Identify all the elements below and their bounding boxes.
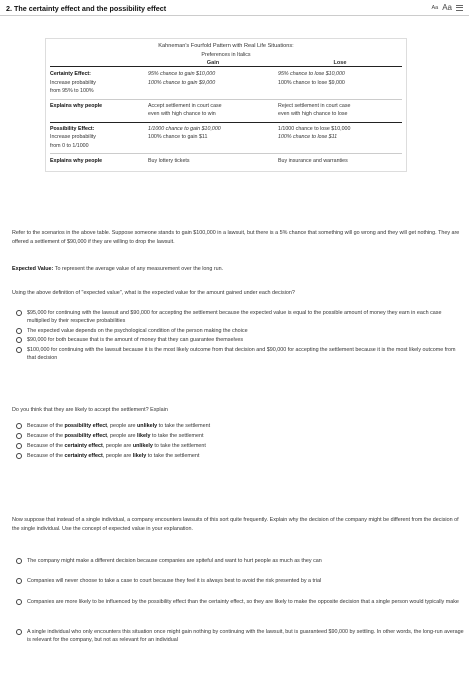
table-row	[50, 100, 402, 122]
header-divider	[0, 15, 469, 16]
table-caption: Kahneman's Fourfold Pattern with Real Life Situations:	[158, 43, 294, 49]
menu-icon[interactable]	[456, 5, 463, 11]
table-cell: 95% chance to lose $10,000	[278, 71, 345, 77]
option-text: $95,000 for continuing with the lawsuit and $90,000 for accepting the settlement because the expected value is equal to the possible amount of money they earn in each case multiplied by their respective probabilities	[27, 310, 442, 325]
table-cell: Buy lottery tickets	[148, 158, 190, 164]
row-label: Explains why people	[50, 102, 103, 109]
row-label: from 95% to 100%	[50, 88, 94, 94]
q2-option-4[interactable]	[12, 452, 464, 460]
table-row	[50, 67, 402, 99]
increase-font-button[interactable]: Aa	[442, 3, 452, 12]
row-label: Certainty Effect:	[50, 71, 91, 77]
reader-toolbar	[431, 3, 463, 12]
expected-value-definition	[12, 265, 462, 274]
table-cell: Buy insurance and warranties	[278, 158, 348, 164]
radio-button[interactable]	[16, 347, 22, 353]
q3-option-3[interactable]	[12, 598, 464, 606]
option-text: Because of the certainty effect, people are unlikely to take the settlement	[27, 443, 206, 449]
table-cell: Accept settlement in court case	[148, 102, 222, 109]
radio-button[interactable]	[16, 443, 22, 449]
table-row	[50, 123, 402, 154]
radio-button[interactable]	[16, 433, 22, 439]
table-cell: 100% chance to lose $11	[278, 134, 338, 140]
radio-button[interactable]	[16, 310, 22, 316]
fourfold-pattern-table	[45, 38, 407, 172]
table-row	[50, 154, 402, 171]
table-subcaption: Preferences in Italics	[201, 52, 251, 58]
radio-button[interactable]	[16, 629, 22, 635]
row-label: Possibility Effect:	[50, 125, 95, 132]
table-header	[50, 60, 402, 67]
radio-button[interactable]	[16, 558, 22, 564]
expected-value-text: To represent the average value of any measurement over the long run.	[54, 266, 224, 272]
q3-prompt: Now suppose that instead of a single individual, a company encounters lawsuits of this sort quite frequently. Explain why the decision of the company might be different from the decision of the single individual. Use the concept of expected value in your explanation.	[12, 517, 459, 532]
option-text: Because of the possibility effect, people are likely to take the settlement	[27, 433, 204, 439]
radio-button[interactable]	[16, 599, 22, 605]
table-cell: 100% chance to lose $9,000	[278, 79, 345, 86]
scenario-text: Refer to the scenarios in the above table. Suppose someone stands to gain $100,000 in a lawsuit, but there is a 5% chance that something will go wrong and they will get nothing. They are offered a settlement of $90,000 if they are willing to drop the lawsuit.	[12, 230, 460, 245]
expected-value-label: Expected Value:	[12, 266, 54, 272]
q2-option-3[interactable]	[12, 442, 464, 450]
option-text: Because of the certainty effect, people are likely to take the settlement	[27, 453, 200, 459]
option-text: $100,000 for continuing with the lawsuit because it is the most likely outcome from that decision and $90,000 for accepting the settlement because it is the most likely outcome from that decision	[27, 347, 456, 362]
option-text: The expected value depends on the psychological condition of the person making the choice	[27, 328, 248, 334]
option-text: $90,000 for both because that is the amount of money that they can guarantee themselves	[27, 337, 244, 343]
row-label: Explains why people	[50, 158, 103, 164]
table-cell: even with high chance to lose	[278, 111, 348, 117]
q1-prompt: Using the above definition of "expected value", what is the expected value for the amount gained under each decision?	[12, 290, 295, 296]
q3-option-2[interactable]	[12, 577, 464, 585]
table-cell: 100% chance to gain $11	[148, 134, 208, 140]
q1-option-3[interactable]	[12, 336, 464, 344]
table-cell: 95% chance to gain $10,000	[148, 71, 216, 77]
q2-option-1[interactable]	[12, 422, 464, 430]
option-text: The company might make a different decision because companies are spiteful and want to hurt people as much as they can	[27, 558, 322, 564]
table-cell: even with high chance to win	[148, 111, 216, 117]
q3-option-1[interactable]	[12, 557, 464, 565]
table-cell: Reject settlement in court case	[278, 102, 351, 109]
q2-prompt: Do you think that they are likely to accept the settlement? Explain	[12, 407, 168, 413]
option-text: Companies will never choose to take a case to court because they feel it is always best to avoid the risk presented by a trial	[27, 578, 322, 584]
option-text: A single individual who only encounters this situation once might gain nothing by continuing with the lawsuit, but is guaranteed $90,000 by settling. In other words, the long-run average is relevant for the company, but not as relevant for an individual	[27, 629, 464, 644]
q2-option-2[interactable]	[12, 432, 464, 440]
row-label: Increase probability	[50, 79, 96, 86]
table-cell: 1/1000 chance to lose $10,000	[278, 125, 351, 132]
table-cell: 1/1000 chance to gain $10,000	[148, 125, 221, 132]
q1-option-4[interactable]	[12, 346, 464, 363]
option-text: Companies are more likely to be influenced by the possibility effect than the certainty effect, so they are likely to make the opposite decision that a single person would typically make	[27, 599, 459, 605]
radio-button[interactable]	[16, 423, 22, 429]
row-label: Increase probability	[50, 134, 96, 140]
radio-button[interactable]	[16, 578, 22, 584]
radio-button[interactable]	[16, 337, 22, 343]
col-gain: Gain	[206, 60, 220, 66]
col-lose: Lose	[333, 60, 347, 66]
radio-button[interactable]	[16, 453, 22, 459]
q3-option-4[interactable]	[12, 628, 464, 645]
question-title: 2. The certainty effect and the possibility effect	[6, 4, 167, 13]
radio-button[interactable]	[16, 328, 22, 334]
q1-option-1[interactable]	[12, 309, 464, 326]
q1-option-2[interactable]	[12, 327, 464, 335]
decrease-font-button[interactable]: Aa	[431, 4, 439, 11]
table-cell: 100% chance to gain $9,000	[148, 79, 216, 86]
option-text: Because of the possibility effect, people are unlikely to take the settlement	[27, 423, 211, 429]
row-label: from 0 to 1/1000	[50, 142, 89, 149]
